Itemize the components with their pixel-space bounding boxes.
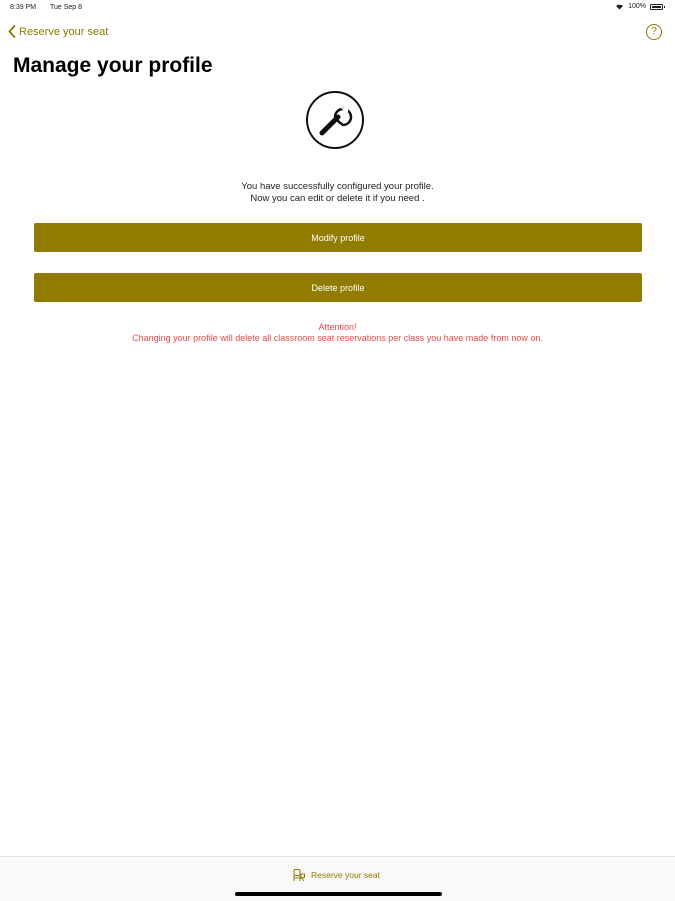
tab-reserve-seat[interactable] <box>292 868 380 882</box>
warning-title: Attention! <box>318 322 357 332</box>
battery-percent: 100% <box>628 3 646 10</box>
status-bar <box>0 0 675 16</box>
back-button[interactable] <box>8 25 108 38</box>
help-button[interactable] <box>646 24 662 40</box>
success-message <box>0 181 675 205</box>
battery-fill <box>652 6 661 8</box>
page-title: Manage your profile <box>13 54 213 77</box>
tab-label: Reserve your seat <box>311 870 380 880</box>
chevron-left-icon <box>8 25 16 38</box>
status-indicators <box>615 3 663 10</box>
delete-profile-button[interactable]: Delete profile <box>34 273 642 302</box>
status-time: 8:39 PM <box>10 4 37 11</box>
warning-message <box>0 322 675 344</box>
modify-profile-button[interactable]: Modify profile <box>34 223 642 252</box>
status-date: Tue Sep 8 <box>50 4 83 11</box>
success-message-line-1: You have successfully configured your profile. <box>241 181 434 192</box>
warning-text: Changing your profile will delete all classroom seat reservations per class you have made from now on. <box>132 333 543 343</box>
success-message-line-2: Now you can edit or delete it if you need . <box>250 193 425 204</box>
wrench-icon <box>306 91 364 149</box>
home-indicator <box>235 892 442 896</box>
back-label: Reserve your seat <box>19 25 109 38</box>
seat-icon <box>292 868 306 882</box>
battery-icon <box>650 4 663 10</box>
help-icon: ? <box>651 26 657 37</box>
wifi-icon <box>615 3 624 10</box>
